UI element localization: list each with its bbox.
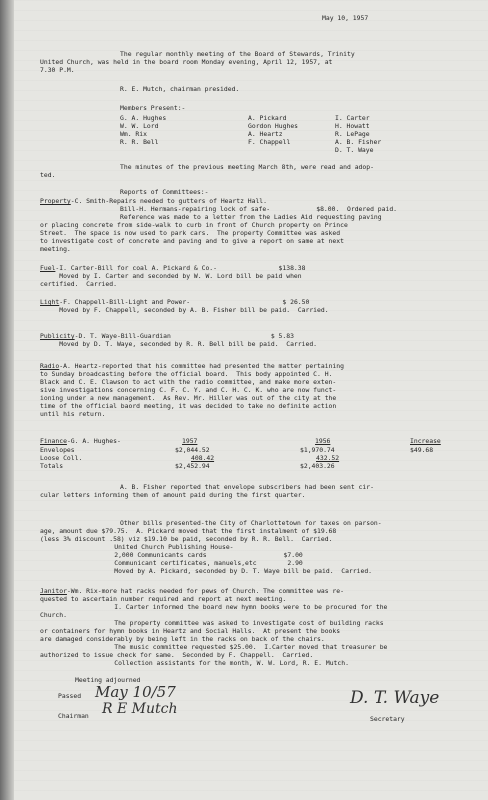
- section-label: Finance: [40, 437, 67, 445]
- publicity-line: Publicity-D. T. Waye-Bill-Guardian $ 5.83: [40, 332, 294, 340]
- meeting-date: May 10, 1957: [322, 14, 369, 22]
- minutes-line: ted.: [40, 171, 56, 179]
- intro-line: 7.30 P.M.: [40, 66, 75, 74]
- light-line: Moved by F. Chappell, seconded by A. B. Fisher bill be paid. Carried.: [40, 306, 329, 314]
- finance-cell: $1,970.74: [300, 446, 335, 454]
- binder-edge: [0, 0, 14, 800]
- member-name: G. A. Hughes: [120, 114, 167, 122]
- janitor-line: are damaged considerably by being left in the racks on back of the chairs.: [40, 635, 325, 643]
- other-bills-line: age, amount due $79.75. A. Pickard moved that the first instalment of $19.68: [40, 527, 337, 535]
- finance-col-increase: Increase: [410, 437, 441, 445]
- section-label: Publicity: [40, 332, 75, 340]
- fuel-line: Moved by I. Carter and seconded by W. W. Lord bill be paid when: [40, 272, 302, 280]
- member-name: R. R. Bell: [120, 138, 159, 146]
- light-line: Light-F. Chappell-Bill-Light and Power- $ 26.50: [40, 298, 310, 306]
- section-label: Fuel: [40, 264, 56, 272]
- radio-line: Radio-A. Heartz-reported that his committee had presented the matter pertaining: [40, 362, 344, 370]
- janitor-line: Church.: [40, 611, 67, 619]
- section-label: Light: [40, 298, 60, 306]
- radio-line: sive investigations concerning C. F. C. Y. and C. H. C. K. who are now funct-: [40, 386, 337, 394]
- other-bills-line: United Church Publishing House-: [95, 543, 234, 551]
- radio-line: time of the official baord meeting, it was decided to take no definite action: [40, 402, 337, 410]
- finance-row-name: Loose Coll.: [40, 454, 83, 462]
- finance-row-name: Envelopes: [40, 446, 75, 454]
- member-name: A. Pickard: [248, 114, 287, 122]
- janitor-line: Collection assistants for the month, W. W. Lord, R. E. Mutch.: [95, 659, 349, 667]
- member-name: A. B. Fisher: [335, 138, 382, 146]
- intro-line: The regular monthly meeting of the Board of Stewards, Trinity: [120, 50, 355, 58]
- other-bills-line: Communicant certificates, manuels,etc 2.90: [95, 559, 303, 567]
- finance-cell: $2,403.26: [300, 462, 335, 470]
- other-bills-line: Other bills presented-the City of Charlottetown for taxes on parson-: [120, 519, 382, 527]
- janitor-line: authorized to issue check for same. Seconded by F. Chappell. Carried.: [40, 651, 314, 659]
- janitor-line: or containers for hymn books in Heartz and Social Halls. At present the books: [40, 627, 341, 635]
- member-name: I. Carter: [335, 114, 370, 122]
- fuel-line: Fuel-I. Carter-Bill for coal A. Pickard & Co.- $138.38: [40, 264, 306, 272]
- property-line: to investigate cost of concrete and paving and to give a report on same at next: [40, 237, 344, 245]
- other-bills-line: 2,000 Communicants cards $7.00: [95, 551, 303, 559]
- minutes-line: The minutes of the previous meeting March 8th, were read and adop-: [120, 163, 374, 171]
- members-heading: Members Present:-: [120, 104, 186, 112]
- janitor-line: quested to ascertain number required and report at next meeting.: [40, 595, 287, 603]
- member-name: H. Howatt: [335, 122, 370, 130]
- member-name: W. W. Lord: [120, 122, 159, 130]
- chair-line: R. E. Mutch, chairman presided.: [120, 85, 240, 93]
- property-line: Property-C. Smith-Repairs needed to gutters of Heartz Hall.: [40, 197, 268, 205]
- envelope-note-line: A. B. Fisher reported that envelope subscribers had been sent cir-: [120, 483, 374, 491]
- radio-line: Black and C. E. Clawson to act with the radio committee, and make more exten-: [40, 378, 337, 386]
- intro-line: United Church, was held in the board room Monday evening, April 12, 1957, at: [40, 58, 333, 66]
- chairman-signature: R E Mutch: [102, 701, 178, 717]
- finance-col-1956: 1956: [315, 437, 331, 445]
- section-label: Property: [40, 197, 71, 205]
- adjourned-text: Meeting adjourned: [75, 676, 141, 684]
- member-name: D. T. Waye: [335, 146, 374, 154]
- reports-heading: Reports of Committees:-: [120, 188, 209, 196]
- other-bills-line: Moved by A. Pickard, seconded by D. T. Waye bill be paid. Carried.: [95, 567, 373, 575]
- fuel-line: certified. Carried.: [40, 280, 117, 288]
- property-line: Bill-H. Hermans-repairing lock of safe- $8.00. Ordered paid.: [120, 205, 398, 213]
- member-name: R. LePage: [335, 130, 370, 138]
- janitor-line: The property committee was asked to investigate cost of building racks: [95, 619, 384, 627]
- section-label: Janitor: [40, 587, 67, 595]
- property-line: or placing concrete from side-walk to curb in front of Church property on Prince: [40, 221, 348, 229]
- property-line: meeting.: [40, 245, 71, 253]
- janitor-line: The music committee requested $25.00. I.Carter moved that treasurer be: [95, 643, 388, 651]
- publicity-line: Moved by D. T. Waye, seconded by R. R. Bell bill be paid. Carried.: [40, 340, 318, 348]
- finance-heading: Finance-G. A. Hughes-: [40, 437, 121, 445]
- janitor-line: I. Carter informed the board new hymn books were to be procured for the: [95, 603, 388, 611]
- envelope-note-line: cular letters informing them of amount paid during the first quarter.: [40, 491, 306, 499]
- member-name: A. Heartz: [248, 130, 283, 138]
- property-line: Street. The space is now used to park cars. The property Committee was asked: [40, 229, 341, 237]
- finance-cell: 432.52: [316, 454, 340, 462]
- member-name: Wm. Rix: [120, 130, 147, 138]
- passed-date-handwritten: May 10/57: [95, 683, 176, 701]
- chairman-label: Chairman: [58, 712, 89, 720]
- passed-label: Passed: [58, 692, 82, 700]
- finance-row-name: Totals: [40, 462, 64, 470]
- radio-line: to Sunday broadcasting before the official board. This body appointed C. H.: [40, 370, 333, 378]
- property-line: Reference was made to a letter from the Ladies Aid requesting paving: [120, 213, 382, 221]
- other-bills-line: (less 3% discount .58) viz $19.10 be paid, seconded by R. R. Bell. Carried.: [40, 535, 333, 543]
- member-name: F. Chappell: [248, 138, 291, 146]
- finance-cell: 408.42: [191, 454, 215, 462]
- section-label: Radio: [40, 362, 60, 370]
- finance-col-1957: 1957: [182, 437, 198, 445]
- finance-cell: $49.68: [410, 446, 434, 454]
- finance-cell: $2,452.94: [175, 462, 210, 470]
- member-name: Gordon Hughes: [248, 122, 299, 130]
- janitor-line: Janitor-Wm. Rix-more hat racks needed for pews of Church. The committee was re-: [40, 587, 344, 595]
- finance-cell: $2,044.52: [175, 446, 210, 454]
- radio-line: until his return.: [40, 410, 106, 418]
- secretary-label: Secretary: [370, 715, 405, 723]
- secretary-signature: D. T. Waye: [350, 688, 440, 708]
- radio-line: ioning under a new management. As Rev. Mr. Hiller was out of the city at the: [40, 394, 337, 402]
